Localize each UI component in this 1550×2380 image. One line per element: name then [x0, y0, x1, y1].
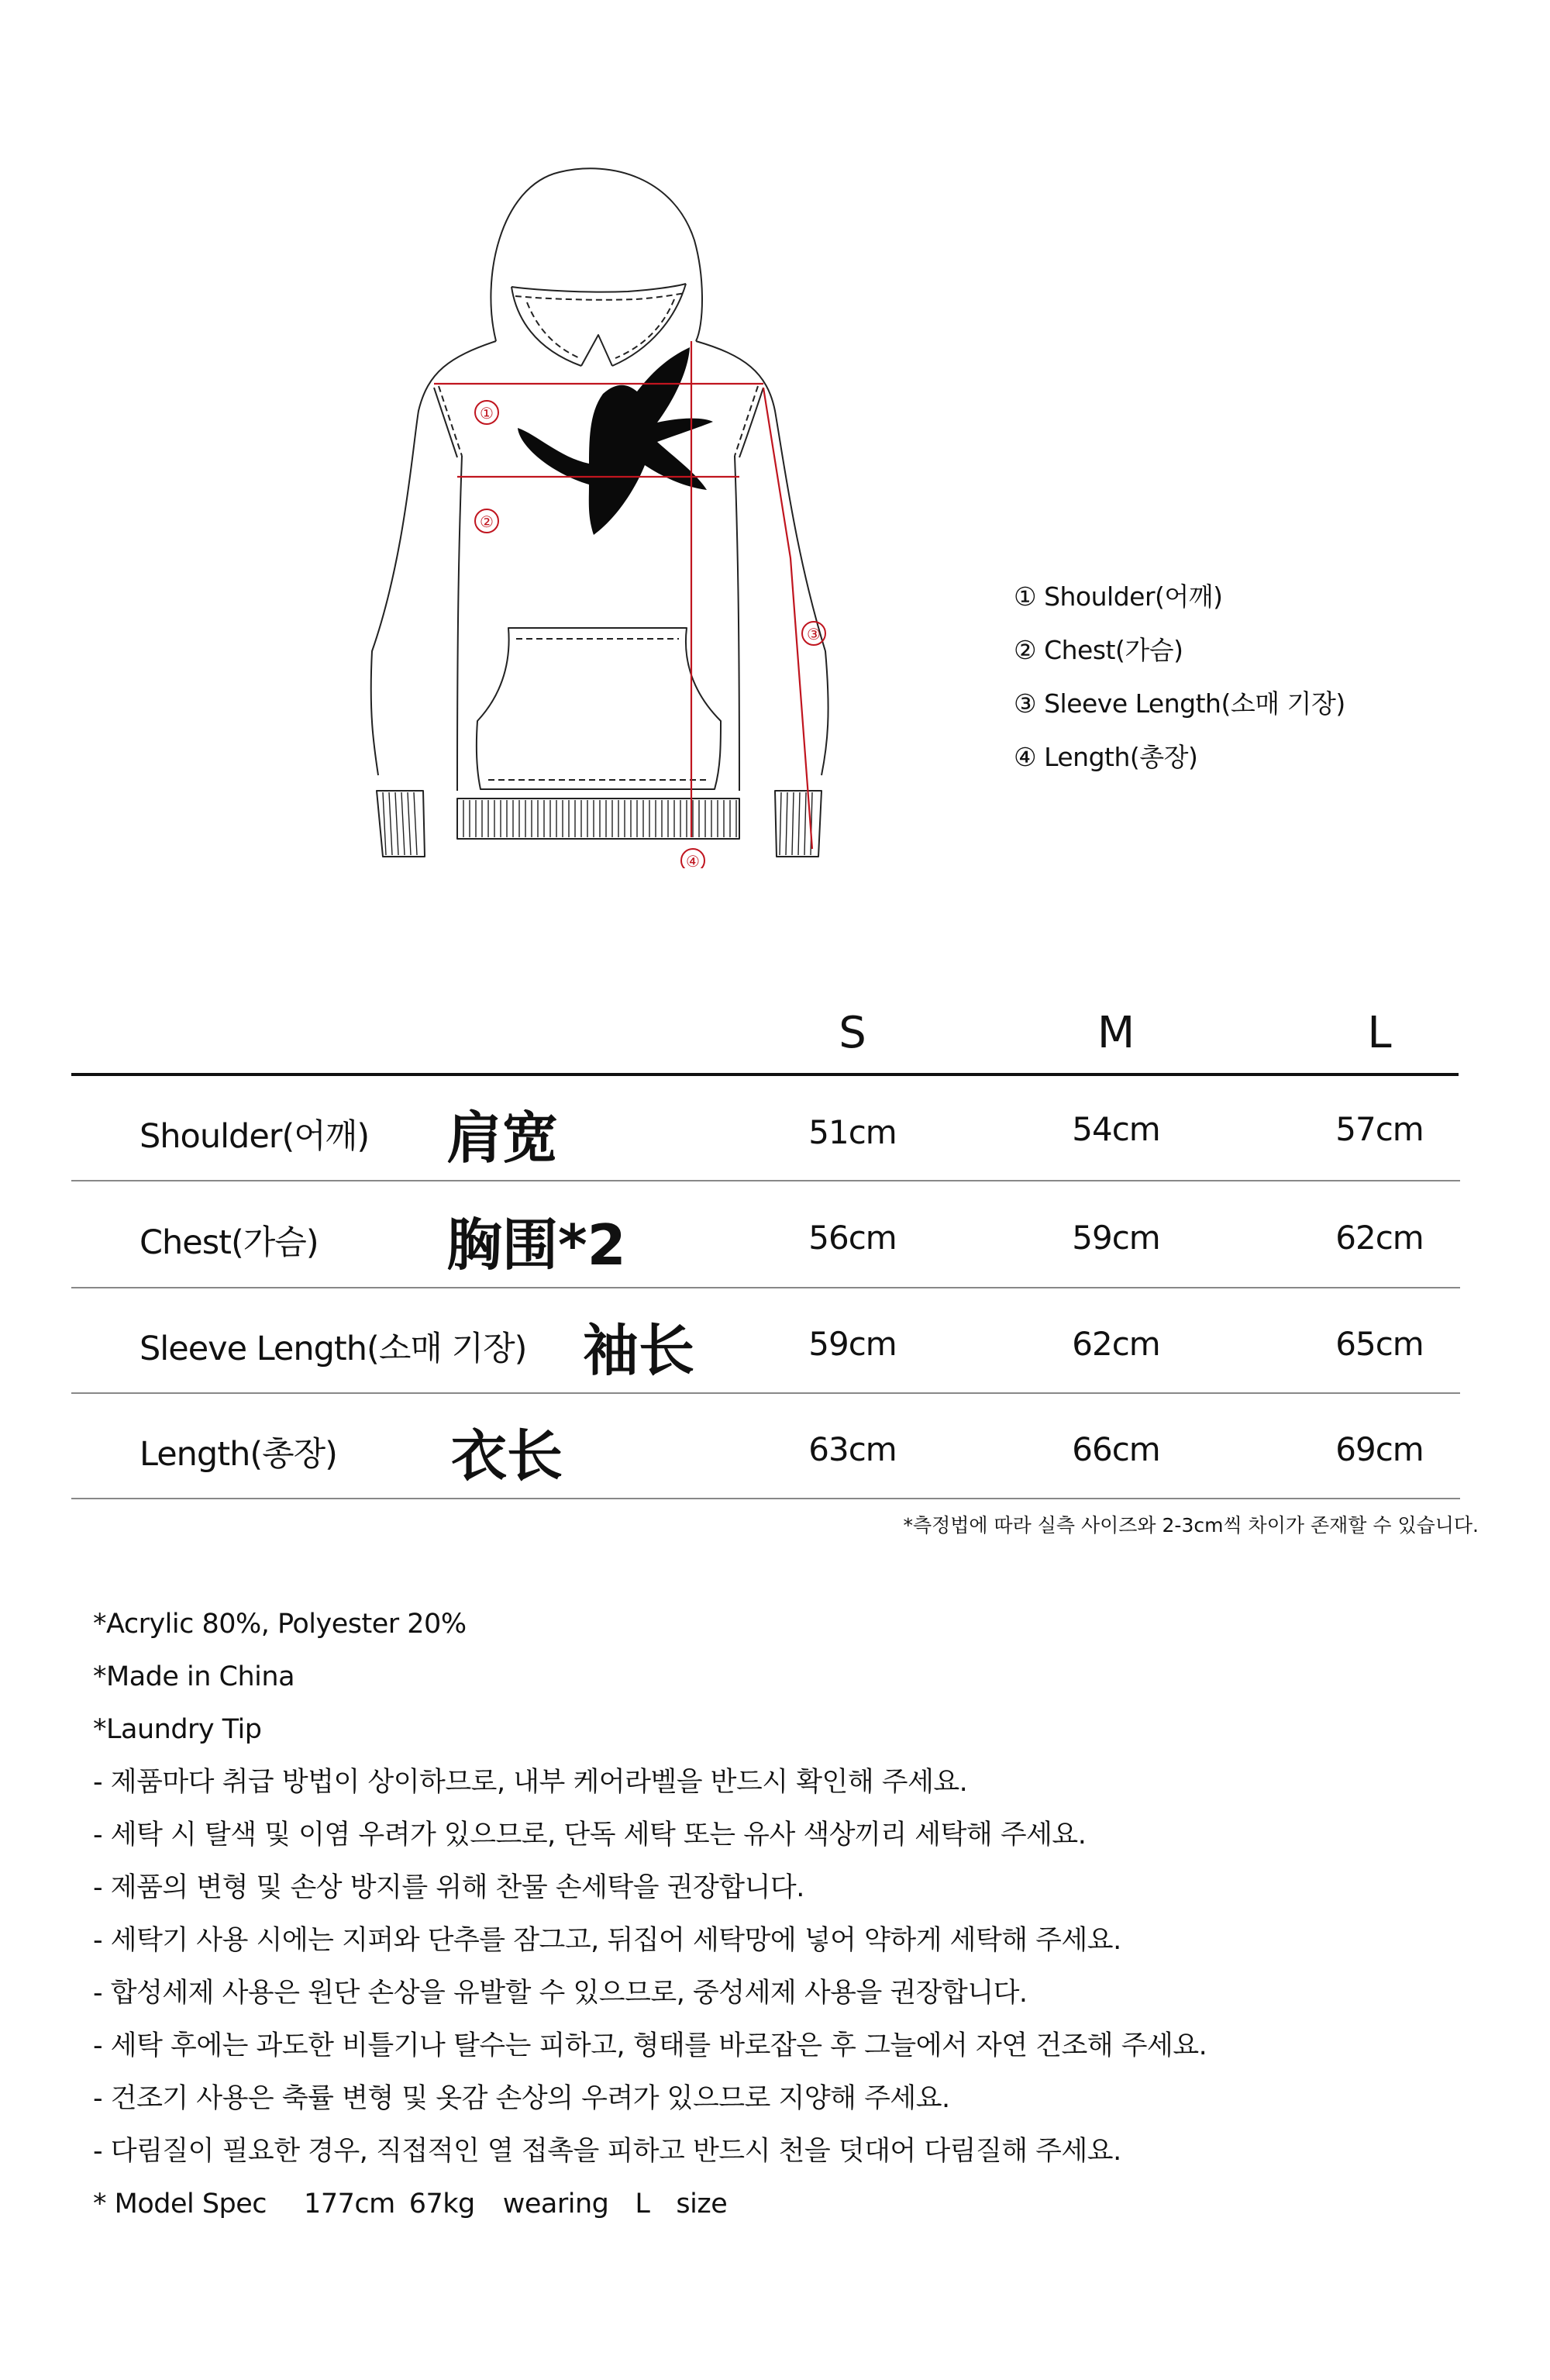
model-spec — [93, 2185, 1207, 2237]
row-divider — [71, 1180, 1460, 1181]
hoodie-diagram — [356, 155, 852, 868]
laundry-tip: - 세탁 후에는 과도한 비틀기나 탈수는 피하고, 형태를 바로잡은 후 그늘에서 자연 건조해 주세요. — [93, 2030, 1207, 2061]
row-label-shoulder: Shoulder(어깨) — [140, 1117, 370, 1156]
row-label-chest: Chest(가슴) — [140, 1223, 319, 1262]
model-height: 177cm — [304, 2189, 395, 2220]
table-cell: 63cm — [808, 1430, 897, 1468]
hood-outline — [491, 168, 702, 341]
size-header-m: M — [1097, 1008, 1135, 1058]
laundry-tip: - 다림질이 필요한 경우, 직접적인 열 접촉을 피하고 반드시 천을 덧대어 다림질해 주세요. — [93, 2136, 1121, 2167]
row-divider — [71, 1287, 1460, 1288]
hood-inner-right — [612, 284, 686, 366]
measurement-legend — [1014, 581, 1345, 795]
marker-4: ④ — [686, 852, 700, 868]
laundry-tip: - 건조기 사용은 축률 변형 및 옷감 손상의 우려가 있으므로 지양해 주세요. — [93, 2083, 950, 2114]
hood-opening — [512, 284, 686, 292]
row-divider — [71, 1498, 1460, 1499]
marker-3: ③ — [807, 625, 821, 643]
table-cell: 69cm — [1335, 1430, 1424, 1468]
model-spec-prefix: * Model Spec — [93, 2189, 267, 2220]
table-header-divider — [71, 1073, 1459, 1076]
starfish-print — [518, 347, 713, 535]
marker-2: ② — [480, 512, 494, 531]
marker-1: ① — [480, 404, 494, 423]
row-label-zh-sleeve: 袖长 — [583, 1318, 695, 1383]
size-header-s: S — [839, 1008, 866, 1058]
legend-item: ③ Sleeve Length(소매 기장) — [1014, 688, 1345, 719]
size-header-l: L — [1367, 1008, 1392, 1058]
table-cell: 66cm — [1072, 1430, 1160, 1468]
row-label-length: Length(총장) — [140, 1435, 337, 1474]
product-info — [93, 1605, 1207, 2237]
row-label-zh-chest: 胸围*2 — [446, 1212, 626, 1278]
legend-item: ② Chest(가슴) — [1014, 635, 1183, 665]
laundry-tip: - 세탁기 사용 시에는 지퍼와 단추를 잠그고, 뒤집어 세탁망에 넣어 약하게 세탁해 주세요. — [93, 1925, 1121, 1956]
laundry-title: *Laundry Tip — [93, 1714, 262, 1745]
laundry-tip: - 합성세제 사용은 원단 손상을 유발할 수 있으므로, 중성세제 사용을 권장합니다. — [93, 1978, 1028, 2009]
table-cell: 59cm — [1072, 1219, 1160, 1257]
table-cell: 56cm — [808, 1219, 897, 1257]
measurement-note: *측정법에 따라 실측 사이즈와 2-3cm씩 차이가 존재할 수 있습니다. — [903, 1514, 1479, 1537]
legend-item: ① Shoulder(어깨) — [1014, 581, 1223, 612]
origin-text: *Made in China — [93, 1661, 295, 1692]
model-wearing: wearing — [502, 2189, 609, 2220]
model-weight: 67kg — [408, 2189, 475, 2220]
table-cell: 62cm — [1072, 1325, 1160, 1363]
legend-item: ④ Length(총장) — [1014, 742, 1198, 772]
model-size: L — [635, 2189, 650, 2220]
table-cell: 51cm — [808, 1113, 897, 1151]
row-divider — [71, 1392, 1460, 1394]
table-cell: 57cm — [1335, 1110, 1424, 1148]
laundry-tip: - 세탁 시 탈색 및 이염 우려가 있으므로, 단독 세탁 또는 유사 색상끼리 세탁해 주세요. — [93, 1819, 1087, 1851]
table-cell: 54cm — [1072, 1110, 1160, 1148]
laundry-tip: - 제품마다 취급 방법이 상이하므로, 내부 케어라벨을 반드시 확인해 주세요. — [93, 1767, 968, 1798]
kangaroo-pocket — [477, 628, 721, 789]
row-label-sleeve: Sleeve Length(소매 기장) — [140, 1330, 527, 1368]
sleeve-measure-line — [763, 388, 812, 849]
laundry-tip: - 제품의 변형 및 손상 방지를 위해 찬물 손세탁을 권장합니다. — [93, 1872, 804, 1903]
row-label-zh-length: 衣长 — [451, 1423, 563, 1488]
row-label-zh-shoulder: 肩宽 — [446, 1105, 559, 1171]
model-size-suffix: size — [676, 2189, 728, 2220]
table-cell: 62cm — [1335, 1219, 1424, 1257]
material-text: *Acrylic 80%, Polyester 20% — [93, 1609, 467, 1640]
table-cell: 65cm — [1335, 1325, 1424, 1363]
table-cell: 59cm — [808, 1325, 897, 1363]
